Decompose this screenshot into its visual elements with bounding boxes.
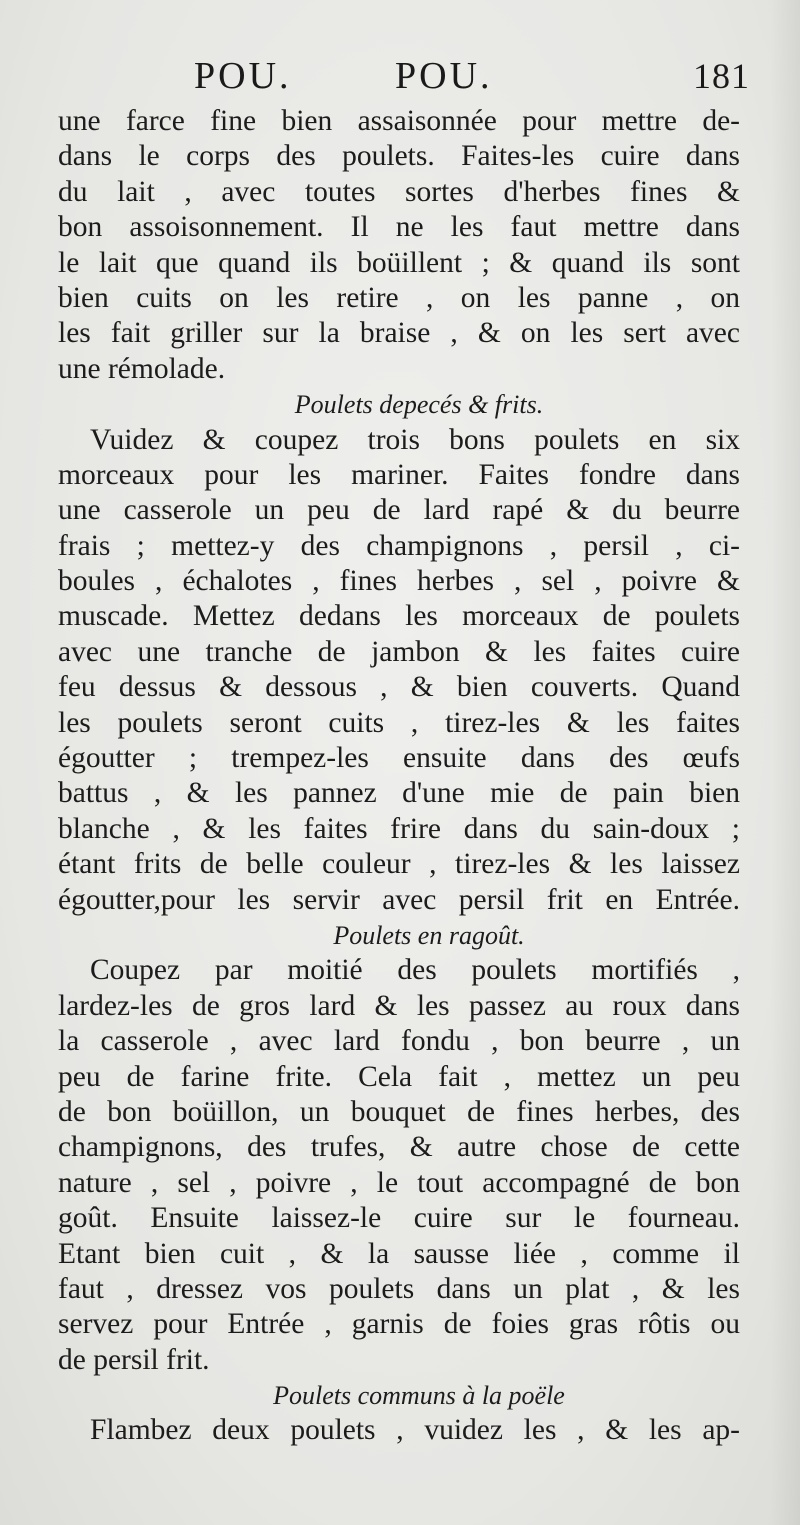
text-line: de bon boüillon, un bouquet de fines herbes, des [58, 1095, 740, 1128]
text-line: avec une tranche de jambon & les faites cuire [58, 635, 740, 668]
text-line: Etant bien cuit , & la sausse liée , comme il [58, 1237, 740, 1270]
text-line: égoutter ; trempez-les ensuite dans des œufs [58, 742, 740, 775]
text-line: dans le corps des poulets. Faites-les cuire dans [58, 140, 740, 173]
text-line: servez pour Entrée , garnis de foies gras rôtis ou [58, 1308, 740, 1341]
text-line: muscade. Mettez dedans les morceaux de poulets [58, 600, 740, 633]
text-line: faut , dressez vos poulets dans un plat , & les [58, 1272, 740, 1305]
text-line: goût. Ensuite laissez-le cuire sur le fourneau. [58, 1202, 740, 1235]
section-title: Poulets en ragoût. [333, 920, 525, 950]
text-line: peu de farine frite. Cela fait , mettez un peu [58, 1060, 740, 1093]
header-left-word: POU. [194, 55, 292, 97]
text-line: du lait , avec toutes sortes d'herbes fines & [58, 175, 740, 208]
text-line: feu dessus & dessous , & bien couverts. Quand [58, 671, 740, 704]
header-right-word: POU. [395, 55, 493, 97]
text-line: les fait griller sur la braise , & on les sert avec [58, 317, 740, 350]
text-line: Vuidez & coupez trois bons poulets en six [90, 423, 740, 456]
text-line: lardez-les de gros lard & les passez au roux dans [58, 989, 740, 1022]
page-number: 181 [693, 56, 750, 96]
text-line: morceaux pour les mariner. Faites fondre dans [58, 458, 740, 491]
text-line: la casserole , avec lard fondu , bon beurre , un [58, 1025, 740, 1058]
text-line: une farce fine bien assaisonnée pour mettre de- [58, 105, 740, 137]
text-line: les poulets seront cuits , tirez-les & les faites [58, 706, 740, 739]
page-edge-shadow [770, 0, 800, 1525]
text-line: étant frits de belle couleur , tirez-les & les laissez [58, 848, 740, 881]
text-line: nature , sel , poivre , le tout accompagné de bon [58, 1166, 740, 1199]
text-line: une casserole un peu de lard rapé & du beurre [58, 494, 740, 527]
text-line: bien cuits on les retire , on les panne , on [58, 281, 740, 314]
text-line: de persil frit. [58, 1343, 210, 1376]
text-line: blanche , & les faites frire dans du sain-doux ; [58, 812, 740, 845]
text-line: Flambez deux poulets , vuidez les , & les ap- [90, 1414, 740, 1447]
text-line: Coupez par moitié des poulets mortifiés , [90, 954, 740, 987]
text-line: bon assoisonnement. Il ne les faut mettre dans [58, 211, 740, 244]
text-line: égoutter,pour les servir avec persil frit en Entrée. [58, 883, 740, 916]
text-line: une rémolade. [58, 352, 226, 385]
text-line: frais ; mettez-y des champignons , persil , ci- [58, 529, 740, 562]
body-text [58, 104, 740, 1449]
text-line: le lait que quand ils boüillent ; & quand ils sont [58, 246, 740, 279]
section-title: Poulets communs à la poële [273, 1381, 565, 1411]
section-title: Poulets depecés & frits. [294, 390, 544, 420]
text-line: champignons, des trufes, & autre chose de cette [58, 1131, 740, 1164]
text-line: battus , & les pannez d'une mie de pain bien [58, 777, 740, 810]
running-header [60, 52, 750, 100]
text-line: boules , échalotes , fines herbes , sel , poivre & [58, 565, 740, 598]
